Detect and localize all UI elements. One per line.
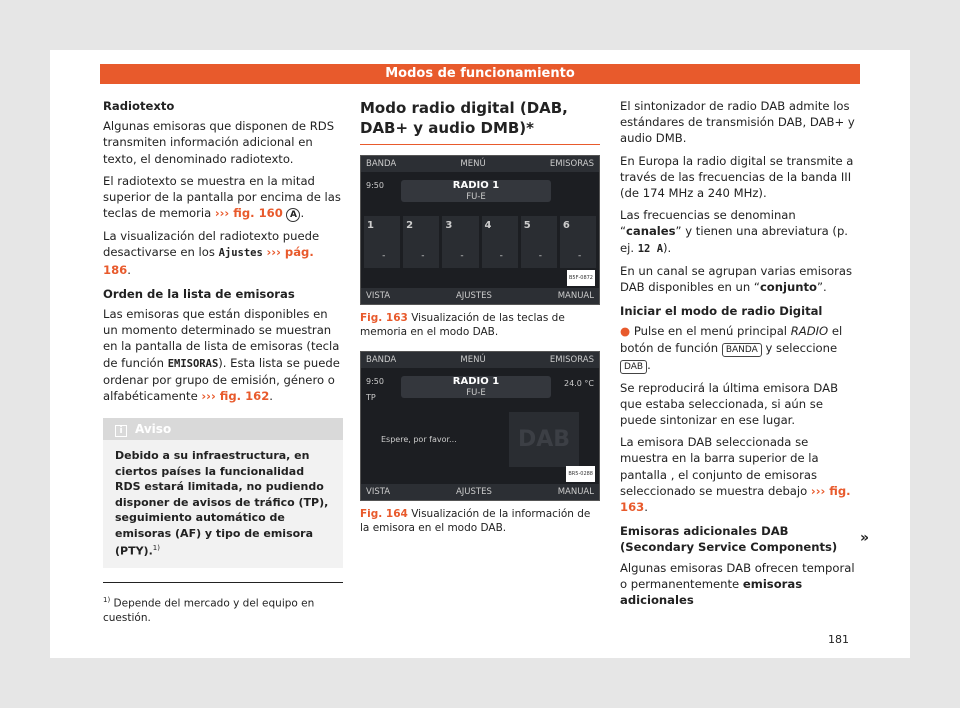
station-display: RADIO 1 FU-E [401, 180, 551, 202]
paragraph: Las frecuencias se denominan “canales” y tienen una abreviatura (p. ej. 12 A). [620, 208, 848, 255]
heading-orden: Orden de la lista de emisoras [103, 286, 295, 301]
clock: 9:50 [366, 181, 384, 190]
paragraph: Las emisoras que están disponibles en un momento determinado se muestran en la pantalla de lista de emisoras (tecla de función EMISORAS). Esta lista se puede ordenar por grupo de emisión, género o alfabéticamente ››› fig. 162. [103, 307, 340, 404]
clock: 9:50 TP [366, 377, 384, 403]
screen-bottom-bar: VISTA AJUSTES MANUAL [361, 288, 599, 304]
banda-key: BANDA [722, 343, 762, 357]
paragraph: Se reproducirá la última emisora DAB que estaba seleccionada, si aún se puede sintonizar en ese lugar. [620, 380, 839, 428]
bullet-item: ● Pulse en el menú principal RADIO el botón de función BANDA y seleccione DAB . [620, 324, 843, 372]
screen-bottom-bar: VISTA AJUSTES MANUAL [361, 484, 599, 500]
station-display: RADIO 1 FU-E [401, 376, 551, 398]
figure-reference[interactable]: ››› fig. 162 [201, 389, 270, 404]
figure-caption: Fig. 163 Visualización de las teclas de memoria en el modo DAB. [360, 312, 565, 338]
page-header: Modos de funcionamiento [100, 64, 860, 84]
dab-logo: DAB [509, 412, 579, 467]
paragraph: El sintonizador de radio DAB admite los estándares de transmisión DAB, DAB+ y audio DMB. [620, 99, 855, 146]
paragraph: Algunas emisoras DAB ofrecen temporal o permanentemente emisoras adicionales [620, 560, 855, 608]
menu-name: Ajustes [218, 247, 263, 260]
page-reference[interactable]: ››› pág. 186 [103, 245, 314, 277]
screen-top-bar: BANDA MENÚ EMISORAS [361, 156, 599, 172]
paragraph: Algunas emisoras que disponen de RDS transmiten información adicional en texto, el denominado radiotexto. [103, 119, 335, 166]
preset-key: 5 - [521, 216, 557, 268]
info-icon: i [115, 425, 127, 437]
radio-screen-presets [360, 155, 600, 305]
callout-marker: A [286, 208, 300, 222]
screen-top-bar: BANDA MENÚ EMISORAS [361, 352, 599, 368]
note-body: Debido a su infraestructura, en ciertos países la funcionalidad RDS estará limitada, no pudiendo disponer de avisos de tráfico (TP), seguimiento automático de emisoras (AF) y tipo de emisora (PTY).$^{1)}$ [115, 449, 329, 559]
paragraph: En un canal se agrupan varias emisoras DAB disponibles en un “conjunto”. [620, 263, 852, 295]
temperature: 24.0 °C [564, 379, 594, 388]
heading-radiotexto: Radiotexto [103, 99, 175, 113]
column-2 [360, 98, 600, 547]
preset-key: 1 - [364, 216, 400, 268]
function-key-name: EMISORAS [167, 357, 219, 370]
paragraph: El radiotexto se muestra en la mitad superior de la pantalla por encima de las teclas de memoria ››› fig. 160 A . [103, 173, 341, 221]
paragraph: La visualización del radiotexto puede desactivarse en los Ajustes ››› pág. 186. [103, 229, 320, 277]
preset-key: 4 - [482, 216, 518, 268]
image-code: BR5-0288 [566, 466, 595, 482]
figure-caption: Fig. 164 Visualización de la información de la emisora en el modo DAB. [360, 508, 591, 534]
preset-key: 3 - [442, 216, 478, 268]
dab-key: DAB [620, 360, 647, 374]
page-number: 181 [828, 633, 849, 646]
column-3 [620, 98, 860, 614]
continue-mark: » [860, 530, 870, 546]
note-box [103, 418, 343, 567]
preset-key: 6 - [560, 216, 596, 268]
figure-reference[interactable]: ››› fig. 163 [620, 483, 851, 515]
preset-key: 2 - [403, 216, 439, 268]
paragraph: La emisora DAB seleccionada se muestra en la barra superior de la pantalla , el conjunto de emisoras seleccionado se muestra debajo ››› fig. 163. [620, 435, 851, 515]
preset-keys [364, 216, 596, 268]
heading-adicionales: Emisoras adicionales DAB (Secondary Service Components) [620, 524, 838, 555]
paragraph: En Europa la radio digital se transmite a través de las frecuencias de la banda III (de 174 MHz a 240 MHz). [620, 153, 854, 201]
image-code: B5F-0872 [567, 270, 595, 286]
heading-iniciar: Iniciar el modo de radio Digital [620, 304, 823, 319]
section-title: Modo radio digital (DAB, DAB+ y audio DMB)* [360, 98, 600, 145]
column-1 [103, 98, 343, 568]
figure-reference[interactable]: ››› fig. 160 [214, 206, 283, 221]
radio-screen-info [360, 351, 600, 501]
footnote: $^{1)}$ Depende del mercado y del equipo en cuestión. [103, 582, 343, 625]
loading-text: Espere, por favor... [381, 435, 457, 444]
note-title: i Aviso [103, 418, 343, 440]
